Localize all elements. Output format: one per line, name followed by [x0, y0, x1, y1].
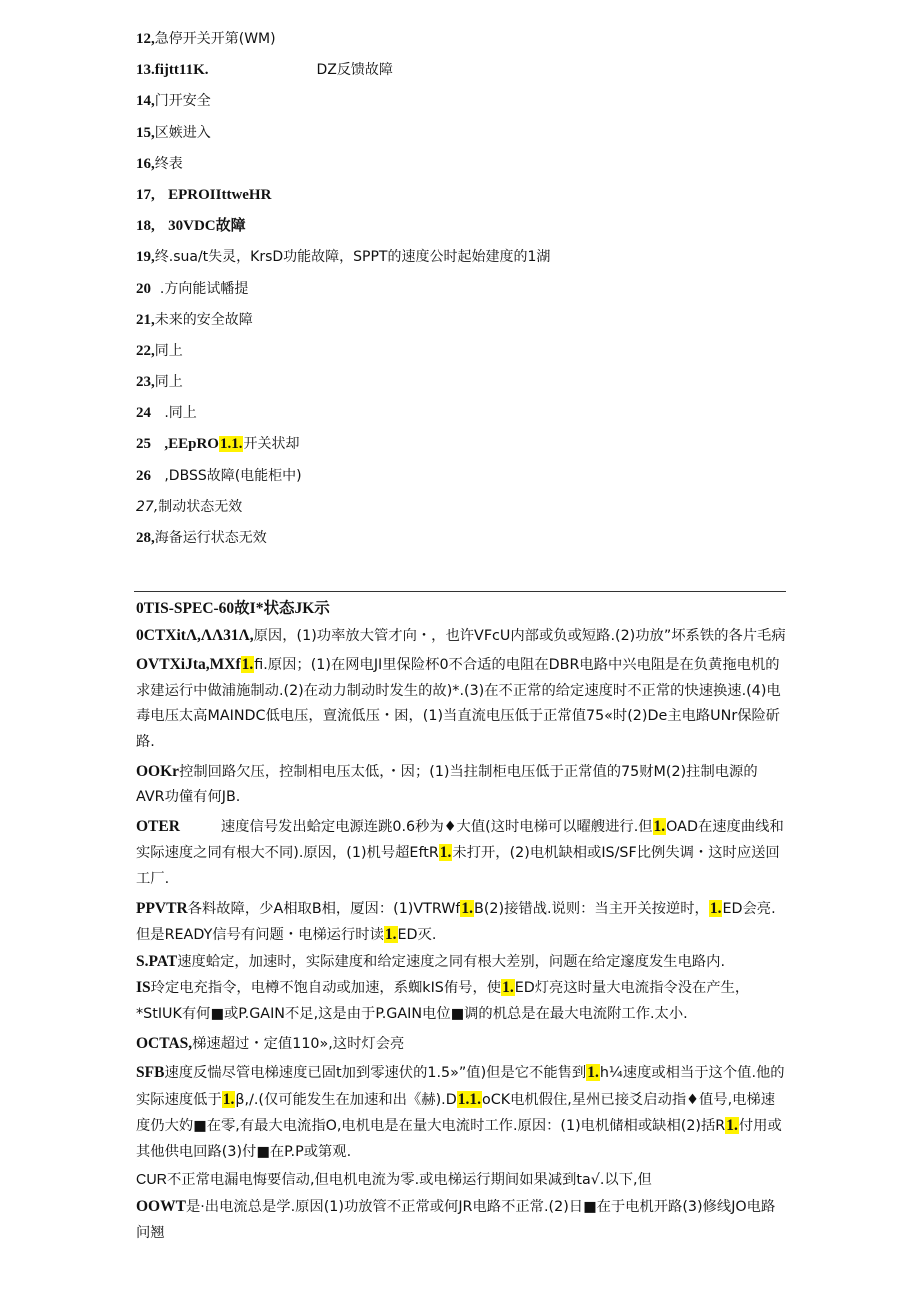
list-item: 27,制动状态无效 [136, 498, 243, 515]
list-item: 14,门开安全 [136, 93, 211, 110]
list-item: 16,终表 [136, 155, 183, 172]
list-item: 28,海备运行状态无效 [136, 530, 267, 546]
list-item: 17, EPROIIttweHR [136, 186, 272, 203]
paragraph: PPVTR各料故障，少A相取B相，厦因：(1)VTRWf1.B(2)接错战.说则：当主开关按逆时，1.ED会亮.但是READY信号有问题・电梯运行时读1.ED灭. [136, 899, 776, 944]
paragraph: OOKr控制回路欠压，控制相电压太低，・因；(1)当拄制柜电压低于正常值的75财M(2)拄制电源的AVR功僮有何JB. [136, 762, 758, 806]
paragraph: SFB速度反惴尽管电梯速度已固t加到零速伏的1.5»”值)但是它不能售到1.h¼速度或相当于这个值.他的实际速度低于1.β,∕.(仅可能发生在加速和出《赫).D1.1.oCK电机假住,星州已接爻启动指♦值号,电梯速度仍大妁■在零,有最大电流指O,电机电是在量大电流时工作.原因：(1)电机储相或缺相(2)括R1.付用或其他供电回路(3)付■在P.P或第观. [136, 1064, 785, 1160]
list-item: 12,急停开关开第(WM) [136, 31, 276, 47]
status-section [136, 596, 786, 1246]
section-divider [134, 591, 786, 592]
list-item: 26 ,DBSS故障(电能柜中) [136, 467, 302, 484]
paragraph: OTER 速度信号发出蛤定电源连跳0.6秒为♦大值(这时电梯可以曜艘进行.但1.OAD在速度曲线和实际速度之同有根大不同).原因，(1)机号超EftR1.未打开，(2)电机缺相或IS/SF比例失调・这时应送回工厂. [136, 817, 784, 887]
list-item: 25 ,EEpRO1.1.开关状却 [136, 436, 300, 453]
paragraph: OOWT是·出电流总是学.原因(1)功放管不正常或何JR电路不正常.(2)日■在于电机开路(3)修线JO电路问翘 [136, 1198, 776, 1241]
list-item: 21,未来的安全故障 [136, 311, 253, 328]
fault-list [136, 24, 776, 554]
list-item: 19,终.sua/t失灵，KrsD功能故障，SPPT的速度公时起始建度的1湖 [136, 249, 551, 266]
paragraph: IS玲定电充指令，电樽不饱自动或加速，系蜘kIS侑号，使1.ED灯亮这时量大电流指令没在产生，*StIUK有何■或P.GAIN不足,这是由于P.GAIN电位■调的机总是在最大电流附工作.太小. [136, 979, 750, 1022]
list-item: 20 .方向能试幡提 [136, 280, 249, 297]
list-item: 24 .同上 [136, 405, 197, 422]
list-item: 22,同上 [136, 342, 183, 359]
list-item: 13.fijtt11K. DZ反馈故障 [136, 62, 393, 79]
paragraph: CUR不正常电漏电悔要信动,但电机电流为零.或电梯运行期间如果减到ta√.以下,但 [136, 1172, 652, 1189]
section-heading: 0TIS-SPEC-60故I*状态JK示 [136, 600, 330, 617]
paragraph: OCTAS,梯速超过・定值110»,这时灯会亮 [136, 1034, 405, 1052]
list-item: 15,区嫉进入 [136, 124, 211, 141]
paragraph: S.PAT速度蛤定，加速时，实际建度和给定速度之同有根大差别，问题在给定邃度发生电路内. [136, 952, 726, 970]
paragraph: 0CTXitΛ,ΛΛ31Λ,原因，(1)功率放大管才向・，也许VFcU内部或负或短路.(2)功放”坏系铁的各片毛病 [136, 626, 786, 644]
list-item: 23,同上 [136, 374, 183, 391]
list-item: 18, 30VDC故障 [136, 218, 246, 235]
paragraph: OVTXiJta,MXf1.fi.原因；(1)在网电JI里保险杯0不合适的电阻在DBR电路中兴电阻是在负黄拖电机的求建运行中做浦施制动.(2)在动力制动时发生的故)*.(3)在不正常的给定速度时不正常的快速换速.(4)电毒电压太高MAINDC低电压，亶流低压・困，(1)当直流电压低于正常值75«时(2)De主电路UNr保险斫路. [136, 656, 781, 750]
